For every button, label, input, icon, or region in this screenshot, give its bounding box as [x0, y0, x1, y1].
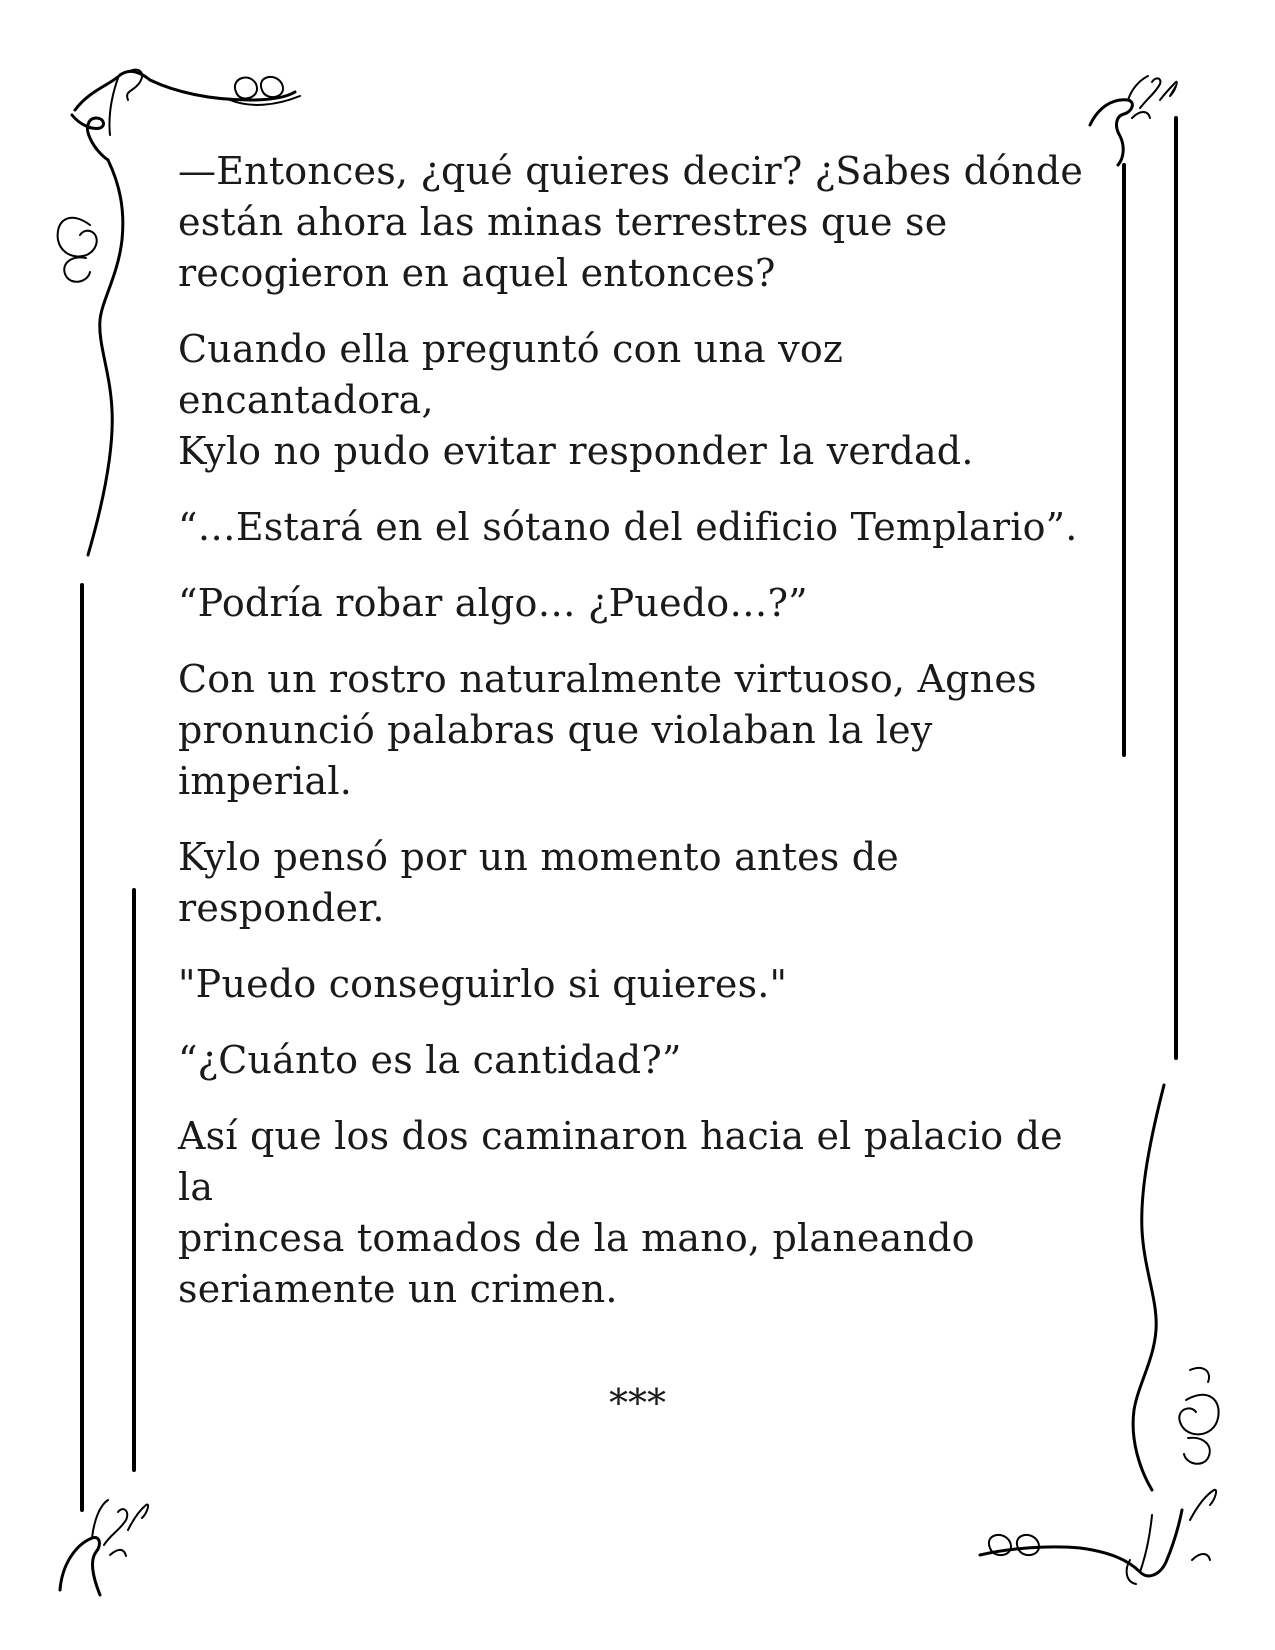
- scene-break-separator: ***: [609, 1381, 666, 1425]
- paragraph-4: “Podría robar algo… ¿Puedo…?”: [178, 581, 808, 625]
- paragraph-5: Con un rostro naturalmente virtuoso, Agnes pronunció palabras que violaban la ley imperial.: [178, 657, 1037, 803]
- paragraph-8: “¿Cuánto es la cantidad?”: [178, 1038, 682, 1082]
- paragraph-3: “…Estará en el sótano del edificio Templario”.: [178, 505, 1078, 549]
- paragraph-6: Kylo pensó por un momento antes de responder.: [178, 835, 899, 930]
- body-text: [178, 146, 1108, 1340]
- paragraph-2: Cuando ella preguntó con una voz encantadora, Kylo no pudo evitar responder la verdad.: [178, 327, 974, 473]
- bottom-left-flourish: [60, 1500, 148, 1595]
- paragraph-9: Así que los dos caminaron hacia el palacio de la princesa tomados de la mano, planeando seriamente un crimen.: [178, 1114, 1063, 1311]
- paragraph-1: —Entonces, ¿qué quieres decir? ¿Sabes dónde están ahora las minas terrestres que se recogieron en aquel entonces?: [178, 149, 1084, 295]
- paragraph-7: "Puedo conseguirlo si quieres.": [178, 962, 788, 1006]
